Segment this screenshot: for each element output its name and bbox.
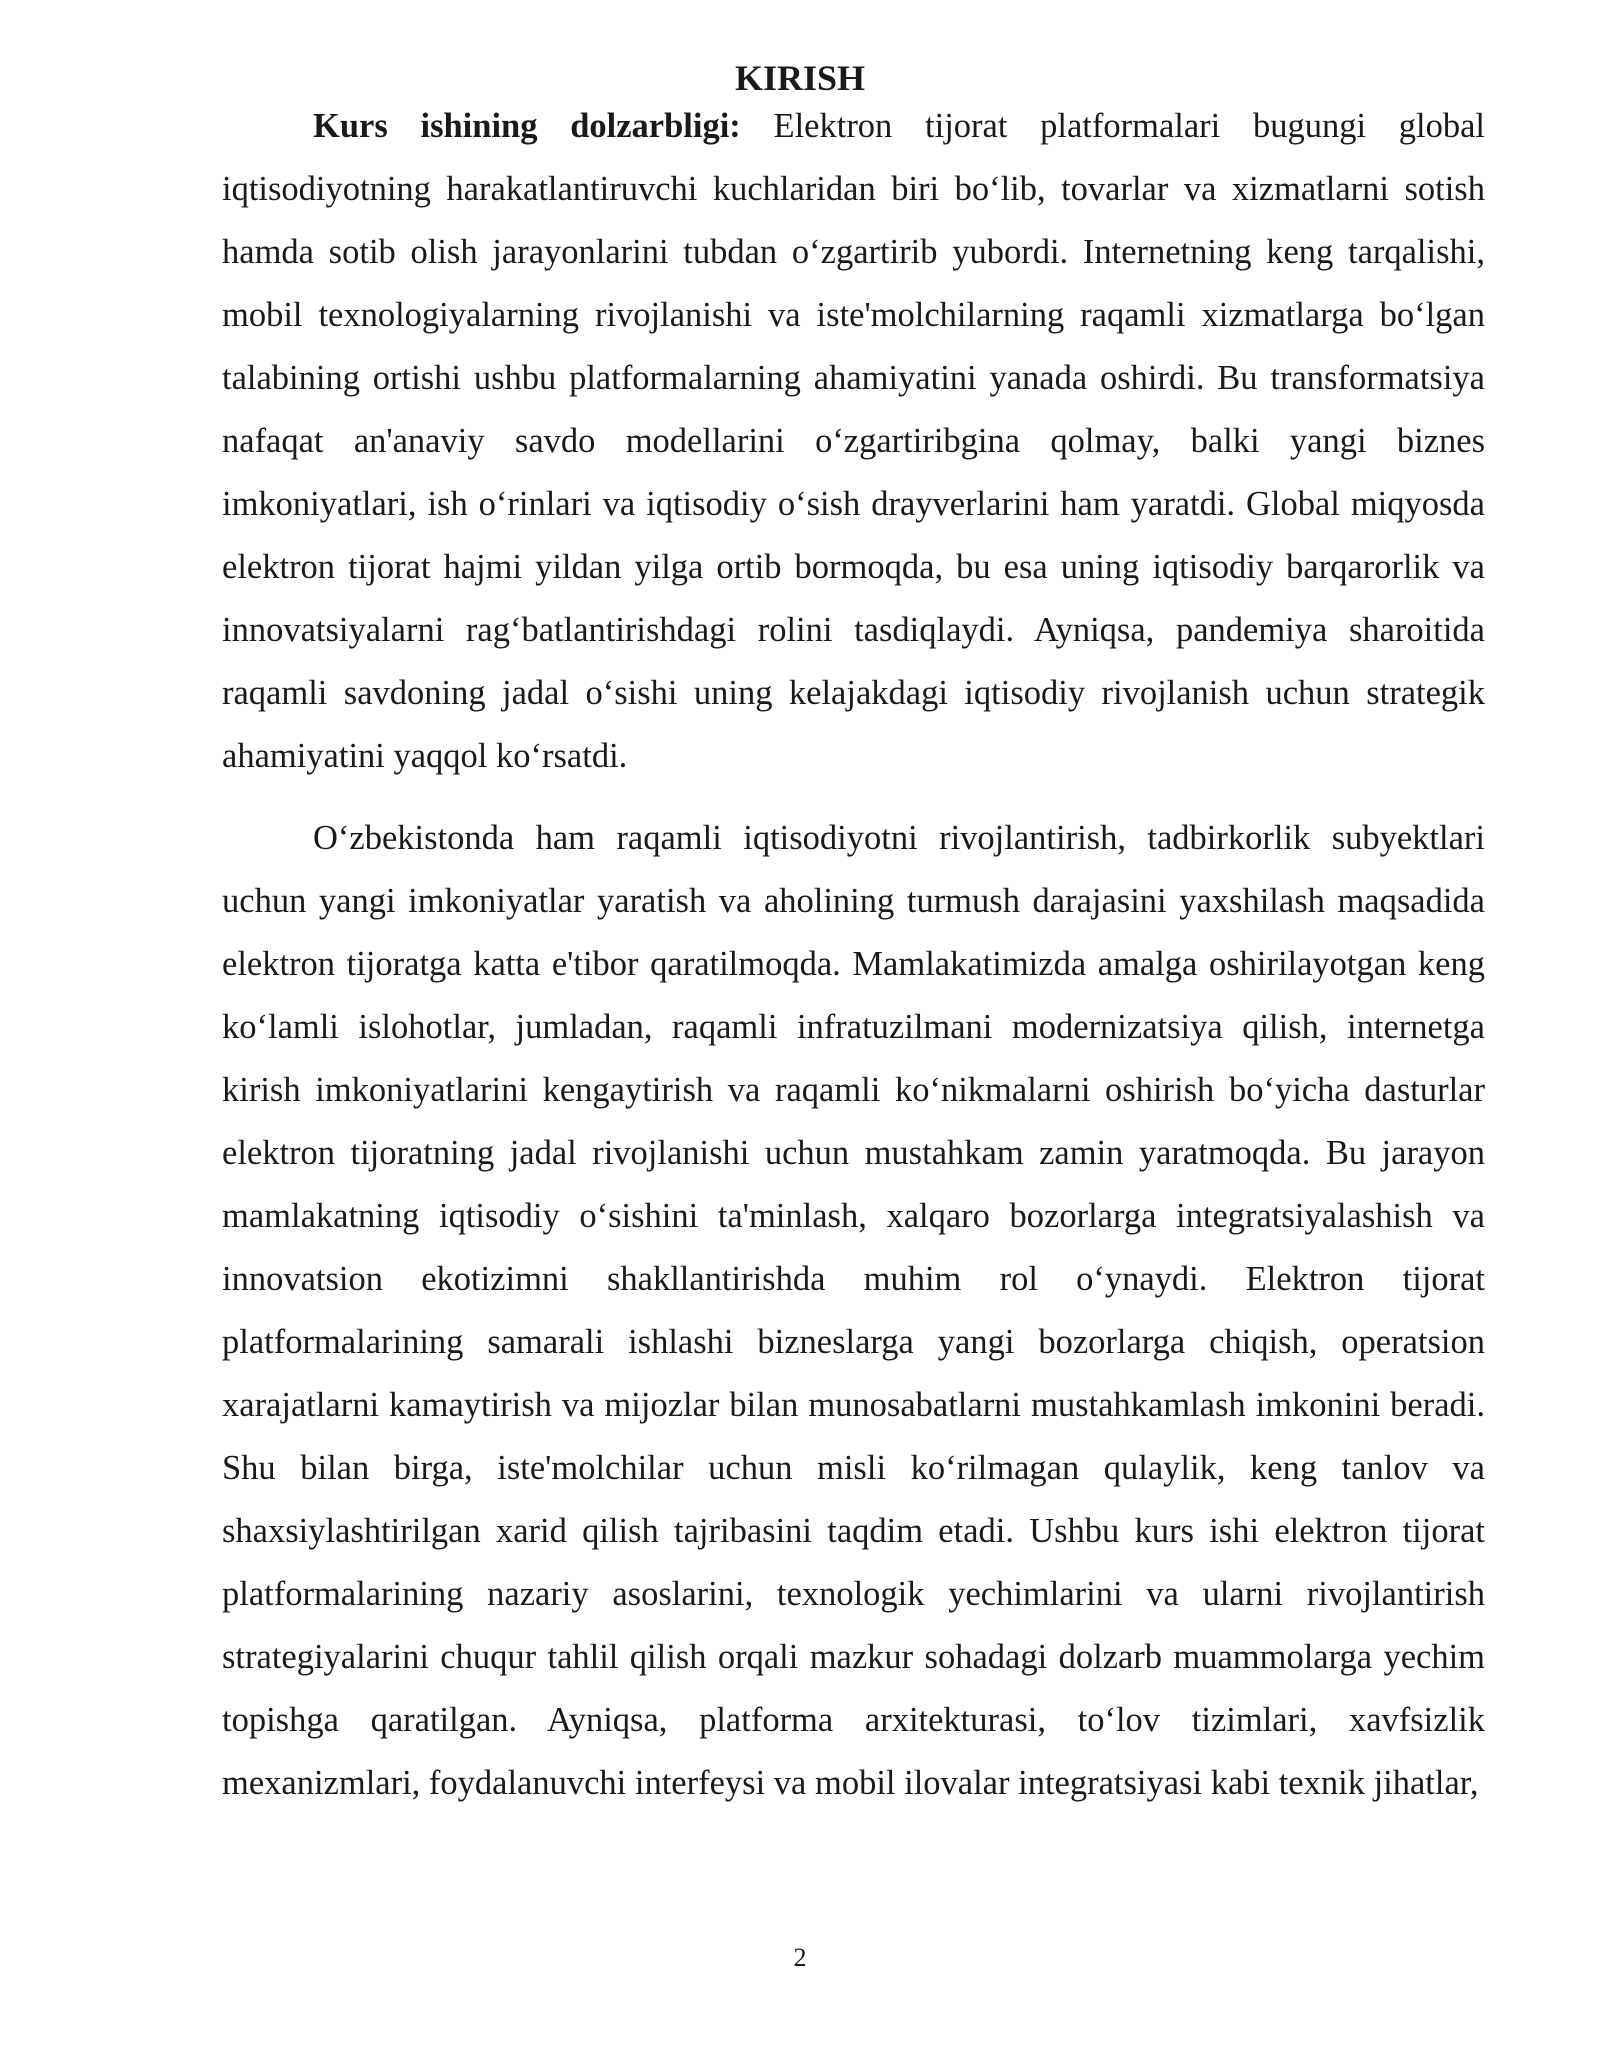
- paragraph-lead: Kurs ishining dolzarbligi:: [313, 107, 741, 145]
- paragraph-text: Elektron tijorat platformalari bugungi global iqtisodiyotning harakatlantiruvchi kuchlaridan biri bo‘lib, tovarlar va xizmatlarni sotish hamda sotib olish jarayonlarini tubdan o‘zgartirib yubordi. Internetning keng tarqalishi, mobil texnologiyalarning rivojlanishi va iste'molchilarning raqamli xizmatlarga bo‘lgan talabining ortishi ushbu platformalarning ahamiyatini yanada oshirdi. Bu transformatsiya nafaqat an'anaviy savdo modellarini o‘zgartiribgina qolmay, balki yangi biznes imkoniyatlari, ish o‘rinlari va iqtisodiy o‘sish drayverlarini ham yaratdi. Global miqyosda elektron tijorat hajmi yildan yilga ortib bormoqda, bu esa uning iqtisodiy barqarorlik va innovatsiyalarni rag‘batlantirishdagi rolini tasdiqlaydi. Ayniqsa, pandemiya sharoitida raqamli savdoning jadal o‘sishi uning kelajakdagi iqtisodiy rivojlanish uchun strategik ahamiyatini yaqqol ko‘rsatdi.: [222, 107, 1485, 775]
- page-title: KIRISH: [734, 58, 866, 98]
- paragraph-text: O‘zbekistonda ham raqamli iqtisodiyotni rivojlantirish, tadbirkorlik subyektlari uchun yangi imkoniyatlar yaratish va aholining turmush darajasini yaxshilash maqsadida elektron tijoratga katta e'tibor qaratilmoqda. Mamlakatimizda amalga oshirilayotgan keng ko‘lamli islohotlar, jumladan, raqamli infratuzilmani modernizatsiya qilish, internetga kirish imkoniyatlarini kengaytirish va raqamli ko‘nikmalarni oshirish bo‘yicha dasturlar elektron tijoratning jadal rivojlanishi uchun mustahkam zamin yaratmoqda. Bu jarayon mamlakatning iqtisodiy o‘sishini ta'minlash, xalqaro bozorlarga integratsiyalashish va innovatsion ekotizimni shakllantirishda muhim rol o‘ynaydi. Elektron tijorat platformalarining samarali ishlashi bizneslarga yangi bozorlarga chiqish, operatsion xarajatlarni kamaytirish va mijozlar bilan munosabatlarni mustahkamlash imkonini beradi. Shu bilan birga, iste'molchilar uchun misli ko‘rilmagan qulaylik, keng tanlov va shaxsiylashtirilgan xarid qilish tajribasini taqdim etadi. Ushbu kurs ishi elektron tijorat platformalarining nazariy asoslarini, texnologik yechimlarini va ularni rivojlantirish strategiyalarini chuqur tahlil qilish orqali mazkur sohadagi dolzarb muammolarga yechim topishga qaratilgan. Ayniqsa, platforma arxitekturasi, to‘lov tizimlari, xavfsizlik mexanizmlari, foydalanuvchi interfeysi va mobil ilovalar integratsiyasi kabi texnik jihatlar,: [222, 819, 1485, 1802]
- page-number: 2: [793, 1943, 807, 1972]
- paragraph-uzbekistan: [222, 807, 1485, 1815]
- paragraph-relevance: [222, 95, 1485, 788]
